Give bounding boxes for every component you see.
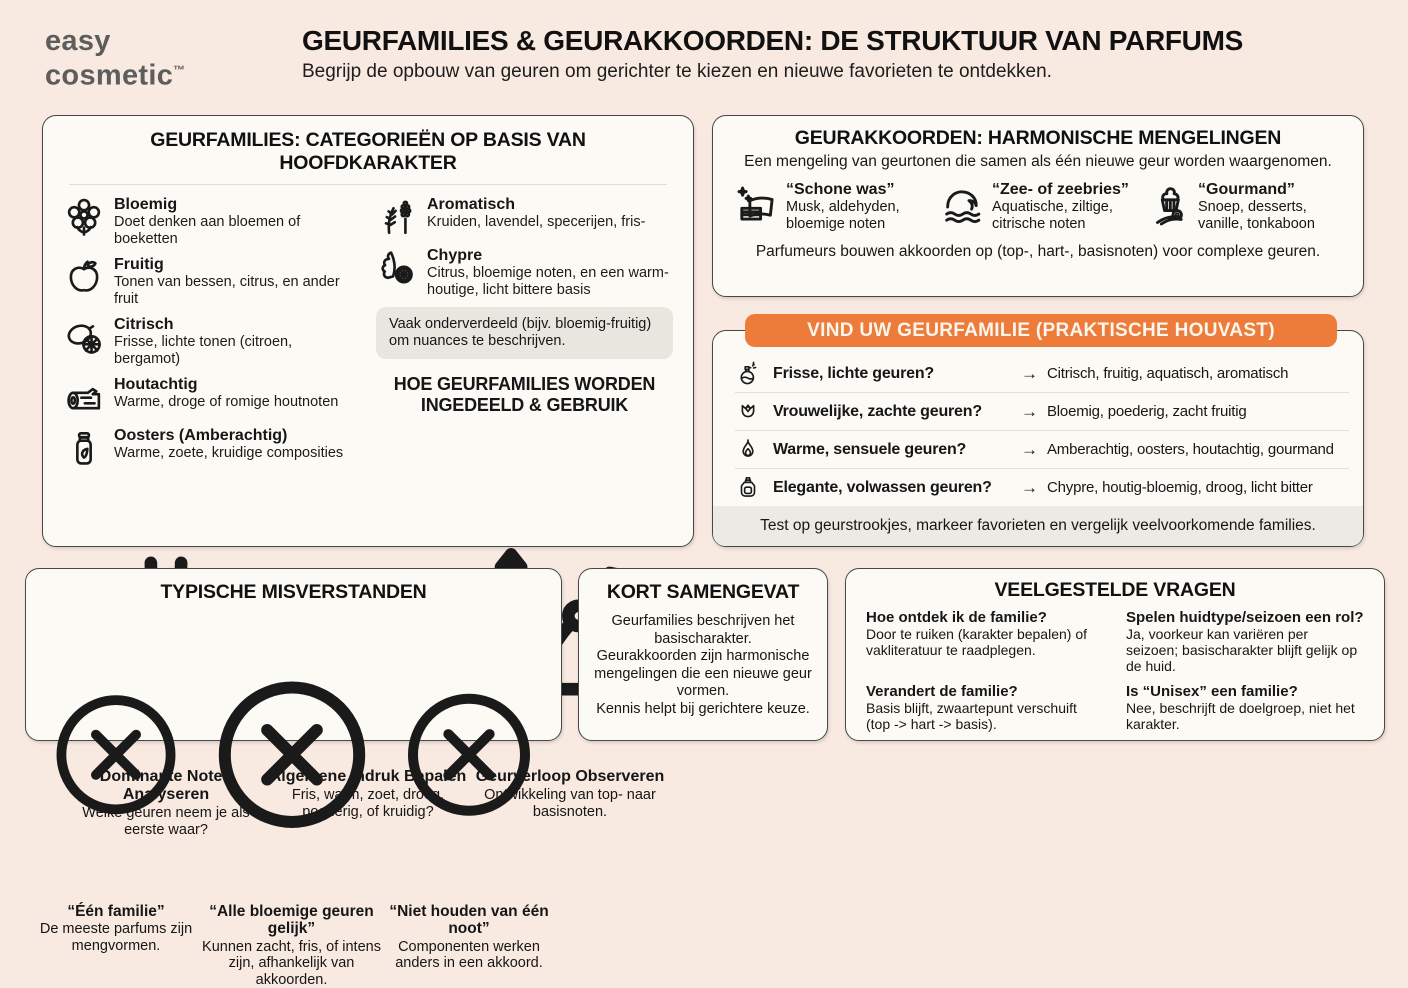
finder-question: Frisse, lichte geuren?	[773, 365, 1021, 383]
method-title: Geurverloop Observeren	[469, 768, 671, 786]
families-panel-title: GEURFAMILIES: CATEGORIEËN OP BASIS VAN HOOFDKARAKTER	[63, 129, 673, 175]
perfume-bottle-icon	[735, 475, 761, 501]
finder-title-banner: VIND UW GEURFAMILIE (PRAKTISCHE HOUVAST)	[745, 314, 1337, 347]
faq-answer: Ja, voorkeur kan variëren per seizoen; basischarakter blijft gelijk op de huid.	[1126, 626, 1364, 674]
family-item	[63, 256, 360, 307]
summary-line: Kennis helpt bij gerichtere keuze.	[592, 701, 814, 719]
misconception-name: “Alle bloemige geuren gelijk”	[196, 903, 388, 938]
family-item	[376, 196, 673, 238]
faq-answer: Basis blijft, zwaartepunt verschuift (top -> hart -> basis).	[866, 700, 1104, 732]
misconception-desc: Componenten werken anders in een akkoord.	[389, 939, 549, 972]
method-desc: Welke geuren neem je als eerste waar?	[65, 805, 267, 838]
faq-item	[866, 609, 1104, 674]
family-desc: Warme, zoete, kruidige composities	[114, 445, 343, 462]
family-desc: Tonen van bessen, citrus, en ander fruit	[114, 274, 360, 307]
finder-section	[712, 314, 1364, 547]
family-item	[376, 247, 673, 298]
accords-panel	[712, 115, 1364, 297]
misconceptions-panel	[25, 568, 562, 741]
finder-panel	[712, 330, 1364, 547]
family-name: Aromatisch	[427, 196, 645, 214]
accords-footer: Parfumeurs bouwen akkoorden op (top-, hart-, basisnoten) voor complexe geuren.	[729, 243, 1347, 261]
page-subtitle: Begrijp de opbouw van geuren om gerichter te kiezen en nieuwe favorieten te ontdekken.	[302, 61, 1052, 83]
divider	[69, 184, 667, 185]
finder-question: Vrouwelijke, zachte geuren?	[773, 403, 1021, 421]
accord-name: “Schone was”	[786, 181, 931, 199]
amber-jar-icon	[63, 427, 105, 469]
flower-icon	[63, 196, 105, 238]
finder-answer: Citrisch, fruitig, aquatisch, aromatisch	[1047, 365, 1288, 382]
family-name: Oosters (Amberachtig)	[114, 427, 343, 445]
log-icon	[63, 376, 105, 418]
finder-footer: Test op geurstrookjes, markeer favorieten en vergelijk veelvoorkomende families.	[713, 506, 1363, 546]
family-name: Houtachtig	[114, 376, 338, 394]
method-title: Algemene Indruk Bepalen	[267, 768, 469, 786]
family-desc: Kruiden, lavendel, specerijen, fris-	[427, 214, 645, 231]
finder-answer: Bloemig, poederig, zacht fruitig	[1047, 403, 1247, 420]
method-desc: Fris, warm, zoet, droog, poederig, of kruidig?	[267, 787, 469, 820]
page-title: GEURFAMILIES & GEURAKKOORDEN: DE STRUKTUUR VAN PARFUMS	[302, 25, 1243, 57]
summary-title: KORT SAMENGEVAT	[592, 581, 814, 604]
accord-desc: Aquatische, ziltige, citrische noten	[992, 199, 1137, 232]
finder-answer: Amberachtig, oosters, houtachtig, gourmand	[1047, 441, 1334, 458]
misconceptions-title: TYPISCHE MISVERSTANDEN	[38, 581, 549, 604]
arrow-icon: →	[1021, 364, 1047, 384]
misconception-name: “Niet houden van één noot”	[389, 903, 549, 938]
families-panel	[42, 115, 694, 547]
flame-icon	[735, 437, 761, 463]
accord-name: “Gourmand”	[1198, 181, 1343, 199]
accord-item	[1145, 181, 1343, 232]
faq-item	[866, 683, 1104, 732]
families-subheading: HOE GEURFAMILIES WORDEN INGEDEELD & GEBRUIK	[376, 374, 673, 416]
family-item	[63, 376, 360, 418]
family-name: Citrisch	[114, 316, 360, 334]
faq-question: Spelen huidtype/seizoen een rol?	[1126, 609, 1364, 626]
brand-logo-line1: easy	[45, 27, 185, 56]
crossed-circle-icon	[389, 613, 549, 897]
lavender-icon	[376, 196, 418, 238]
finder-row	[735, 355, 1349, 393]
finder-answer: Chypre, houtig-bloemig, droog, licht bitter	[1047, 479, 1313, 496]
accord-name: “Zee- of zeebries”	[992, 181, 1137, 199]
misconception-item	[196, 613, 388, 897]
accords-panel-title: GEURAKKOORDEN: HARMONISCHE MENGELINGEN	[729, 127, 1347, 150]
misconception-desc: De meeste parfums zijn mengvormen.	[38, 921, 194, 954]
tulip-icon	[735, 399, 761, 425]
family-desc: Frisse, lichte tonen (citroen, bergamot)	[114, 334, 360, 367]
family-name: Fruitig	[114, 256, 360, 274]
faq-answer: Door te ruiken (karakter bepalen) of vakliteratuur te raadplegen.	[866, 626, 1104, 658]
accord-item	[733, 181, 931, 232]
misconception-item	[38, 613, 194, 897]
finder-row	[735, 393, 1349, 431]
misconception-name: “Één familie”	[38, 903, 194, 921]
laundry-icon	[733, 183, 779, 229]
accord-desc: Snoep, desserts, vanille, tonkaboon	[1198, 199, 1343, 232]
faq-question: Hoe ontdek ik de familie?	[866, 609, 1104, 626]
family-desc: Warme, droge of romige houtnoten	[114, 394, 338, 411]
faq-answer: Nee, beschrijft de doelgroep, niet het karakter.	[1126, 700, 1364, 732]
faq-item	[1126, 683, 1364, 732]
misconception-item	[389, 613, 549, 897]
arrow-icon: →	[1021, 478, 1047, 498]
faq-item	[1126, 609, 1364, 674]
faq-question: Verandert de familie?	[866, 683, 1104, 700]
misconception-desc: Kunnen zacht, fris, of intens zijn, afhankelijk van akkoorden.	[196, 939, 388, 988]
lemon-icon	[63, 316, 105, 358]
finder-row	[735, 469, 1349, 506]
brand-logo-line2: cosmetic	[45, 60, 173, 92]
finder-question: Elegante, volwassen geuren?	[773, 479, 1021, 497]
faq-title: VEELGESTELDE VRAGEN	[866, 579, 1364, 602]
brand-trademark: ™	[173, 63, 185, 77]
faq-panel	[845, 568, 1385, 741]
apple-icon	[63, 256, 105, 298]
family-item	[63, 427, 360, 469]
summary-line: Geurakkoorden zijn harmonische mengelingen die een nieuwe geur vormen.	[592, 648, 814, 701]
finder-row	[735, 431, 1349, 469]
crossed-circle-icon	[38, 613, 194, 897]
family-item	[63, 316, 360, 367]
finder-question: Warme, sensuele geuren?	[773, 441, 1021, 459]
arrow-icon: →	[1021, 440, 1047, 460]
summary-line: Geurfamilies beschrijven het basischarakter.	[592, 613, 814, 648]
crossed-circle-icon	[196, 613, 388, 897]
method-desc: Ontwikkeling van top- naar basisnoten.	[469, 787, 671, 820]
accords-subtitle: Een mengeling van geurtonen die samen als één nieuwe geur worden waargenomen.	[729, 153, 1347, 171]
summary-panel	[578, 568, 828, 741]
wave-icon	[939, 183, 985, 229]
brand-logo	[45, 27, 185, 91]
families-note: Vaak onderverdeeld (bijv. bloemig-fruitig) om nuances te beschrijven.	[376, 307, 673, 359]
accord-item	[939, 181, 1137, 232]
arrow-icon: →	[1021, 402, 1047, 422]
faq-question: Is “Unisex” een familie?	[1126, 683, 1364, 700]
atomizer-icon	[735, 361, 761, 387]
cupcake-icon	[1145, 183, 1191, 229]
family-desc: Doet denken aan bloemen of boeketten	[114, 214, 360, 247]
family-name: Bloemig	[114, 196, 360, 214]
family-name: Chypre	[427, 247, 673, 265]
accord-desc: Musk, aldehyden, bloemige noten	[786, 199, 931, 232]
method-title: Dominante Noten Analyseren	[65, 768, 267, 804]
family-desc: Citrus, bloemige noten, en een warm-houtige, licht bittere basis	[427, 265, 673, 298]
family-item	[63, 196, 360, 247]
oakleaf-citrus-icon	[376, 247, 418, 289]
